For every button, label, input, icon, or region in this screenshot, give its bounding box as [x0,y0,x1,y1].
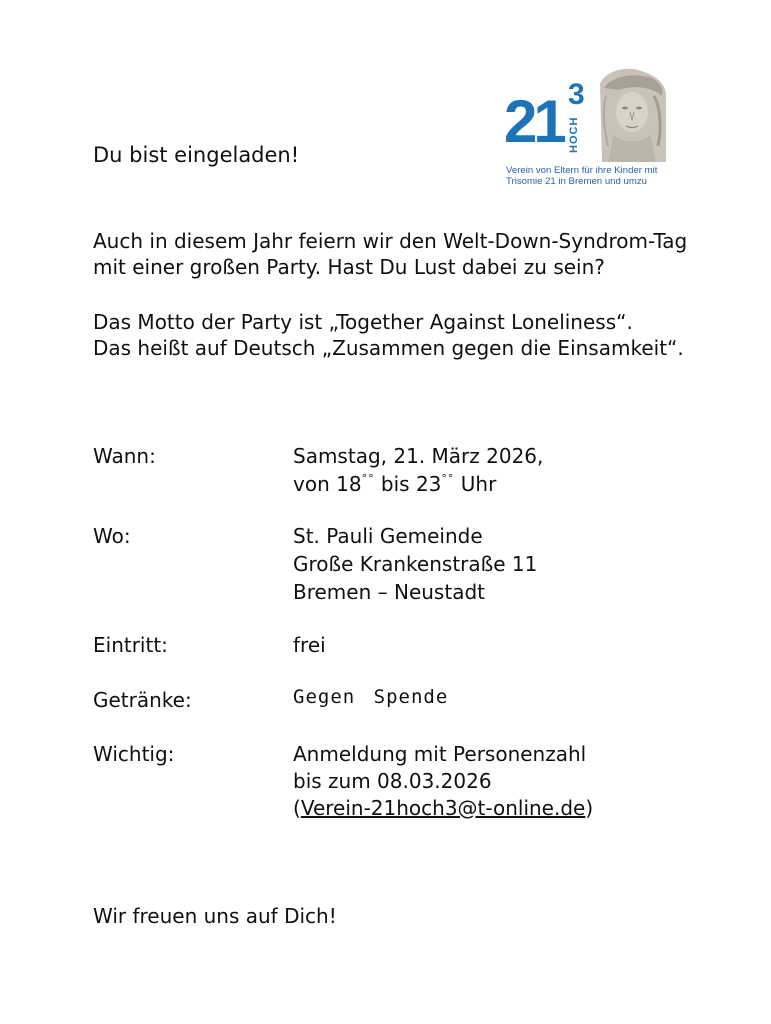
drinks-label: Getränke: [93,688,192,712]
when-time-sup-end: °° [441,472,455,485]
when-time-sup-start: °° [361,472,375,485]
email-close-paren: ) [585,796,594,820]
association-logo [502,66,682,192]
logo-caption-line1: Verein von Eltern für ihre Kinder mit [506,165,658,176]
email-link[interactable]: Verein-21hoch3@t-online.de [300,796,586,820]
logo-caption-line2: Trisomie 21 in Bremen und umzu [506,176,647,187]
logo-vertical-word: HOCH [568,116,580,154]
when-time-middle: bis 23 [374,472,442,496]
logo-number: 21 [504,88,563,155]
when-label: Wann: [93,444,156,468]
drinks-value: Gegen Spende [293,686,449,708]
entry-value: frei [293,633,326,657]
intro-line-1: Auch in diesem Jahr feiern wir den Welt-Down-Syndrom-Tag [93,229,688,253]
intro-line-2: mit einer großen Party. Hast Du Lust dabei zu sein? [93,255,605,279]
important-deadline: bis zum 08.03.2026 [293,769,492,793]
closing-line: Wir freuen uns auf Dich! [93,904,337,928]
where-venue: St. Pauli Gemeinde [293,524,483,548]
when-time [293,470,496,498]
email-open-paren: ( [293,796,301,820]
motto-line-2: Das heißt auf Deutsch „Zusammen gegen die Einsamkeit“. [93,336,684,360]
entry-label: Eintritt: [93,633,168,657]
logo-caption [506,165,657,187]
sculpture-photo-icon [594,66,670,162]
invitation-heading: Du bist eingeladen! [93,143,300,167]
where-label: Wo: [93,524,131,548]
important-registration: Anmeldung mit Personenzahl [293,742,587,766]
when-time-prefix: von 18 [293,472,362,496]
where-street: Große Krankenstraße 11 [293,552,538,576]
important-label: Wichtig: [93,742,175,766]
when-time-suffix: Uhr [454,472,497,496]
important-email-line [293,794,593,822]
motto-line-1: Das Motto der Party ist „Together Against Loneliness“. [93,310,633,334]
logo-superscript: 3 [568,78,585,111]
where-city: Bremen – Neustadt [293,580,485,604]
when-date: Samstag, 21. März 2026, [293,444,544,468]
